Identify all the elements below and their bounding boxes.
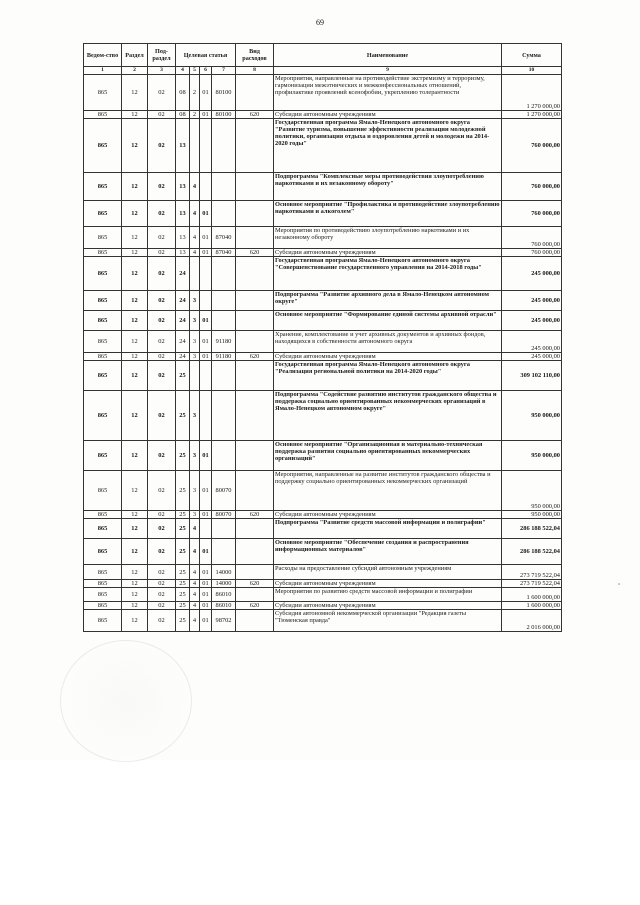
cell-razdel: 12 bbox=[122, 119, 148, 173]
cell-vedomstvo: 865 bbox=[84, 173, 122, 201]
cell-main-event bbox=[200, 361, 212, 391]
table-row bbox=[84, 75, 562, 111]
cell-program: 25 bbox=[176, 565, 190, 580]
column-number: 3 bbox=[148, 67, 176, 75]
cell-main-event: 01 bbox=[200, 353, 212, 361]
table-row bbox=[84, 391, 562, 441]
cell-naimenovanie: Мероприятия по развитию средств массовой информации и полиграфии bbox=[274, 588, 502, 602]
cell-vid-raskhodov: 620 bbox=[236, 249, 274, 257]
header-podrazdel: Под-раздел bbox=[148, 44, 176, 67]
cell-naimenovanie: Субсидии автономным учреждениям bbox=[274, 249, 502, 257]
cell-main-event: 01 bbox=[200, 580, 212, 588]
table-row bbox=[84, 353, 562, 361]
cell-podrazdel: 02 bbox=[148, 602, 176, 610]
cell-main-event: 01 bbox=[200, 441, 212, 471]
header-razdel: Раздел bbox=[122, 44, 148, 67]
cell-vedomstvo: 865 bbox=[84, 539, 122, 565]
cell-vedomstvo: 865 bbox=[84, 311, 122, 331]
cell-summa: 286 188 522,04 bbox=[502, 539, 562, 565]
cell-vedomstvo: 865 bbox=[84, 519, 122, 539]
cell-summa: 760 000,00 bbox=[502, 249, 562, 257]
cell-direction: 86010 bbox=[212, 588, 236, 602]
cell-program: 08 bbox=[176, 111, 190, 119]
cell-summa: 760 000,00 bbox=[502, 173, 562, 201]
cell-program: 24 bbox=[176, 257, 190, 291]
cell-summa: 950 000,00 bbox=[502, 471, 562, 511]
cell-direction bbox=[212, 291, 236, 311]
budget-table bbox=[83, 43, 562, 632]
cell-direction bbox=[212, 539, 236, 565]
table-row bbox=[84, 511, 562, 519]
cell-naimenovanie: Субсидии автономным учреждениям bbox=[274, 602, 502, 610]
cell-podrazdel: 02 bbox=[148, 201, 176, 227]
cell-summa: 245 000,00 bbox=[502, 291, 562, 311]
cell-subprogram: 2 bbox=[190, 111, 200, 119]
cell-vid-raskhodov bbox=[236, 565, 274, 580]
cell-summa: 245 000,00 bbox=[502, 331, 562, 353]
cell-razdel: 12 bbox=[122, 227, 148, 249]
cell-razdel: 12 bbox=[122, 353, 148, 361]
cell-subprogram: 4 bbox=[190, 610, 200, 632]
cell-summa: 950 000,00 bbox=[502, 391, 562, 441]
cell-main-event bbox=[200, 119, 212, 173]
cell-vid-raskhodov bbox=[236, 119, 274, 173]
cell-vid-raskhodov bbox=[236, 291, 274, 311]
cell-program: 25 bbox=[176, 391, 190, 441]
cell-subprogram: 3 bbox=[190, 441, 200, 471]
cell-direction bbox=[212, 441, 236, 471]
cell-naimenovanie: Подпрограмма "Комплексные меры противодействия злоупотреблению наркотиками и их незаконному обороту" bbox=[274, 173, 502, 201]
cell-subprogram: 3 bbox=[190, 471, 200, 511]
cell-podrazdel: 02 bbox=[148, 257, 176, 291]
cell-program: 13 bbox=[176, 249, 190, 257]
cell-razdel: 12 bbox=[122, 361, 148, 391]
cell-summa: 1 270 000,00 bbox=[502, 75, 562, 111]
column-number: 1 bbox=[84, 67, 122, 75]
cell-naimenovanie: Субсидии автономным учреждениям bbox=[274, 353, 502, 361]
cell-subprogram: 3 bbox=[190, 353, 200, 361]
table-row bbox=[84, 610, 562, 632]
cell-vid-raskhodov bbox=[236, 471, 274, 511]
table-row bbox=[84, 441, 562, 471]
cell-vid-raskhodov bbox=[236, 610, 274, 632]
cell-direction: 86010 bbox=[212, 602, 236, 610]
cell-summa: 286 188 522,04 bbox=[502, 519, 562, 539]
column-number: 4 bbox=[176, 67, 190, 75]
cell-razdel: 12 bbox=[122, 249, 148, 257]
cell-program: 25 bbox=[176, 588, 190, 602]
cell-program: 13 bbox=[176, 119, 190, 173]
cell-vedomstvo: 865 bbox=[84, 111, 122, 119]
cell-razdel: 12 bbox=[122, 257, 148, 291]
table-row bbox=[84, 227, 562, 249]
cell-subprogram: 4 bbox=[190, 201, 200, 227]
cell-direction: 98702 bbox=[212, 610, 236, 632]
header-naimenovanie: Наименование bbox=[274, 44, 502, 67]
cell-subprogram: 4 bbox=[190, 580, 200, 588]
column-number: 7 bbox=[212, 67, 236, 75]
cell-summa: 309 102 110,00 bbox=[502, 361, 562, 391]
cell-subprogram: 4 bbox=[190, 588, 200, 602]
cell-subprogram: 3 bbox=[190, 291, 200, 311]
cell-naimenovanie: Мероприятия по противодействию злоупотреблению наркотиками и их незаконному обороту bbox=[274, 227, 502, 249]
cell-summa: 273 719 522,04 bbox=[502, 580, 562, 588]
cell-vedomstvo: 865 bbox=[84, 580, 122, 588]
cell-razdel: 12 bbox=[122, 201, 148, 227]
cell-program: 25 bbox=[176, 580, 190, 588]
cell-podrazdel: 02 bbox=[148, 580, 176, 588]
column-number: 8 bbox=[236, 67, 274, 75]
table-row bbox=[84, 588, 562, 602]
cell-direction: 91180 bbox=[212, 353, 236, 361]
cell-razdel: 12 bbox=[122, 471, 148, 511]
cell-vid-raskhodov: 620 bbox=[236, 511, 274, 519]
cell-vid-raskhodov bbox=[236, 201, 274, 227]
column-number: 10 bbox=[502, 67, 562, 75]
cell-vedomstvo: 865 bbox=[84, 610, 122, 632]
cell-subprogram: 3 bbox=[190, 331, 200, 353]
cell-main-event: 01 bbox=[200, 227, 212, 249]
table-row bbox=[84, 257, 562, 291]
cell-summa: 2 016 000,00 bbox=[502, 610, 562, 632]
cell-direction bbox=[212, 391, 236, 441]
cell-program: 24 bbox=[176, 353, 190, 361]
table-row bbox=[84, 580, 562, 588]
column-number: 2 bbox=[122, 67, 148, 75]
cell-direction: 80100 bbox=[212, 111, 236, 119]
cell-summa: 760 000,00 bbox=[502, 119, 562, 173]
cell-vedomstvo: 865 bbox=[84, 119, 122, 173]
column-number: 6 bbox=[200, 67, 212, 75]
cell-program: 08 bbox=[176, 75, 190, 111]
cell-program: 25 bbox=[176, 519, 190, 539]
cell-podrazdel: 02 bbox=[148, 311, 176, 331]
cell-summa: 1 600 000,00 bbox=[502, 588, 562, 602]
cell-direction bbox=[212, 361, 236, 391]
table-row bbox=[84, 539, 562, 565]
cell-vid-raskhodov bbox=[236, 391, 274, 441]
cell-podrazdel: 02 bbox=[148, 173, 176, 201]
cell-direction bbox=[212, 311, 236, 331]
cell-vedomstvo: 865 bbox=[84, 471, 122, 511]
cell-razdel: 12 bbox=[122, 311, 148, 331]
cell-program: 25 bbox=[176, 471, 190, 511]
cell-vedomstvo: 865 bbox=[84, 291, 122, 311]
cell-razdel: 12 bbox=[122, 580, 148, 588]
cell-razdel: 12 bbox=[122, 75, 148, 111]
cell-main-event: 01 bbox=[200, 610, 212, 632]
cell-direction bbox=[212, 173, 236, 201]
cell-podrazdel: 02 bbox=[148, 111, 176, 119]
cell-program: 13 bbox=[176, 227, 190, 249]
cell-summa: 245 000,00 bbox=[502, 257, 562, 291]
cell-program: 24 bbox=[176, 291, 190, 311]
cell-program: 25 bbox=[176, 610, 190, 632]
cell-naimenovanie: Субсидии автономным учреждениям bbox=[274, 111, 502, 119]
cell-razdel: 12 bbox=[122, 391, 148, 441]
cell-vedomstvo: 865 bbox=[84, 391, 122, 441]
cell-subprogram bbox=[190, 119, 200, 173]
cell-summa: 273 719 522,04 bbox=[502, 565, 562, 580]
cell-vid-raskhodov bbox=[236, 75, 274, 111]
cell-vid-raskhodov bbox=[236, 361, 274, 391]
cell-naimenovanie: Основное мероприятие "Формирование единой системы архивной отрасли" bbox=[274, 311, 502, 331]
cell-vedomstvo: 865 bbox=[84, 602, 122, 610]
cell-program: 24 bbox=[176, 331, 190, 353]
column-number: 5 bbox=[190, 67, 200, 75]
cell-naimenovanie: Субсидии автономным учреждениям bbox=[274, 580, 502, 588]
cell-program: 25 bbox=[176, 539, 190, 565]
header-summa: Сумма bbox=[502, 44, 562, 67]
cell-subprogram: 2 bbox=[190, 75, 200, 111]
cell-summa: 1 600 000,00 bbox=[502, 602, 562, 610]
cell-naimenovanie: Государственная программа Ямало-Ненецкого автономного округа "Реализация региональной политики на 2014-2020 годы" bbox=[274, 361, 502, 391]
cell-podrazdel: 02 bbox=[148, 519, 176, 539]
cell-summa: 950 000,00 bbox=[502, 441, 562, 471]
table-row bbox=[84, 249, 562, 257]
cell-main-event: 01 bbox=[200, 588, 212, 602]
cell-razdel: 12 bbox=[122, 173, 148, 201]
cell-naimenovanie: Мероприятия, направленные на противодействие экстремизму и терроризму, гармонизации межэтнических и межконфессиональных отношений, профилактике проявлений ксенофобии, укреплению толерантности bbox=[274, 75, 502, 111]
cell-summa: 950 000,00 bbox=[502, 511, 562, 519]
cell-subprogram: 4 bbox=[190, 249, 200, 257]
cell-naimenovanie: Основное мероприятие "Профилактика и противодействие злоупотреблению наркотиками и алкоголем" bbox=[274, 201, 502, 227]
cell-razdel: 12 bbox=[122, 588, 148, 602]
cell-vid-raskhodov bbox=[236, 331, 274, 353]
table-row bbox=[84, 331, 562, 353]
cell-naimenovanie: Основное мероприятие "Обеспечение создания и распространения информационных материалов" bbox=[274, 539, 502, 565]
cell-main-event: 01 bbox=[200, 111, 212, 119]
cell-razdel: 12 bbox=[122, 610, 148, 632]
table-row bbox=[84, 111, 562, 119]
cell-naimenovanie: Подпрограмма "Развитие средств массовой информации и полиграфии" bbox=[274, 519, 502, 539]
cell-main-event bbox=[200, 257, 212, 291]
cell-program: 13 bbox=[176, 201, 190, 227]
cell-direction bbox=[212, 201, 236, 227]
cell-vid-raskhodov bbox=[236, 257, 274, 291]
cell-naimenovanie: Субсидии автономным учреждениям bbox=[274, 511, 502, 519]
cell-naimenovanie: Подпрограмма "Содействие развитию институтов гражданского общества и поддержка социально ориентированных некоммерческих организаций в Ямало-Ненецком автономном округе" bbox=[274, 391, 502, 441]
cell-razdel: 12 bbox=[122, 602, 148, 610]
page-lower-margin bbox=[0, 760, 640, 905]
cell-podrazdel: 02 bbox=[148, 361, 176, 391]
cell-vedomstvo: 865 bbox=[84, 331, 122, 353]
table-row bbox=[84, 291, 562, 311]
cell-vid-raskhodov bbox=[236, 227, 274, 249]
cell-subprogram bbox=[190, 361, 200, 391]
cell-subprogram: 4 bbox=[190, 519, 200, 539]
cell-naimenovanie: Основное мероприятие "Организационная и материально-техническая поддержка развития социально ориентированных некоммерческих организаций" bbox=[274, 441, 502, 471]
cell-razdel: 12 bbox=[122, 565, 148, 580]
cell-podrazdel: 02 bbox=[148, 227, 176, 249]
cell-podrazdel: 02 bbox=[148, 588, 176, 602]
cell-summa: 1 270 000,00 bbox=[502, 111, 562, 119]
cell-vid-raskhodov: 620 bbox=[236, 111, 274, 119]
cell-direction bbox=[212, 119, 236, 173]
cell-program: 25 bbox=[176, 361, 190, 391]
cell-program: 24 bbox=[176, 311, 190, 331]
cell-razdel: 12 bbox=[122, 511, 148, 519]
cell-main-event bbox=[200, 173, 212, 201]
cell-vedomstvo: 865 bbox=[84, 75, 122, 111]
table-row bbox=[84, 519, 562, 539]
cell-subprogram: 3 bbox=[190, 511, 200, 519]
cell-vid-raskhodov bbox=[236, 173, 274, 201]
cell-podrazdel: 02 bbox=[148, 291, 176, 311]
cell-podrazdel: 02 bbox=[148, 331, 176, 353]
cell-vid-raskhodov bbox=[236, 441, 274, 471]
cell-program: 25 bbox=[176, 602, 190, 610]
cell-main-event: 01 bbox=[200, 471, 212, 511]
cell-naimenovanie: Мероприятия, направленные на развитие институтов гражданского общества и поддержку социально ориентированных некоммерческих организаций bbox=[274, 471, 502, 511]
cell-razdel: 12 bbox=[122, 539, 148, 565]
cell-podrazdel: 02 bbox=[148, 391, 176, 441]
cell-vid-raskhodov: 620 bbox=[236, 580, 274, 588]
cell-vid-raskhodov bbox=[236, 519, 274, 539]
cell-vedomstvo: 865 bbox=[84, 511, 122, 519]
cell-program: 13 bbox=[176, 173, 190, 201]
cell-vedomstvo: 865 bbox=[84, 565, 122, 580]
cell-direction: 14000 bbox=[212, 580, 236, 588]
cell-main-event: 01 bbox=[200, 539, 212, 565]
table-row bbox=[84, 565, 562, 580]
cell-main-event: 01 bbox=[200, 201, 212, 227]
cell-vid-raskhodov bbox=[236, 311, 274, 331]
cell-vedomstvo: 865 bbox=[84, 361, 122, 391]
cell-subprogram: 4 bbox=[190, 565, 200, 580]
cell-podrazdel: 02 bbox=[148, 471, 176, 511]
cell-direction bbox=[212, 519, 236, 539]
page-number: 69 bbox=[316, 18, 324, 27]
cell-program: 25 bbox=[176, 441, 190, 471]
cell-podrazdel: 02 bbox=[148, 511, 176, 519]
table-row bbox=[84, 471, 562, 511]
cell-razdel: 12 bbox=[122, 331, 148, 353]
cell-podrazdel: 02 bbox=[148, 75, 176, 111]
table-row bbox=[84, 173, 562, 201]
cell-vid-raskhodov: 620 bbox=[236, 602, 274, 610]
cell-subprogram: 4 bbox=[190, 173, 200, 201]
cell-vedomstvo: 865 bbox=[84, 441, 122, 471]
cell-summa: 760 000,00 bbox=[502, 227, 562, 249]
cell-razdel: 12 bbox=[122, 441, 148, 471]
cell-main-event: 01 bbox=[200, 75, 212, 111]
cell-subprogram: 4 bbox=[190, 539, 200, 565]
cell-vedomstvo: 865 bbox=[84, 257, 122, 291]
cell-naimenovanie: Государственная программа Ямало-Ненецкого автономного округа "Развитие туризма, повышение эффективности реализации молодежной политики, организация отдыха и оздоровления детей и молодежи на 2014-2020 годы" bbox=[274, 119, 502, 173]
margin-mark: ° bbox=[618, 583, 621, 589]
cell-direction: 80100 bbox=[212, 75, 236, 111]
cell-main-event: 01 bbox=[200, 311, 212, 331]
header-tselevaya-statya: Целевая статья bbox=[176, 44, 236, 67]
table-row bbox=[84, 602, 562, 610]
column-number: 9 bbox=[274, 67, 502, 75]
cell-main-event bbox=[200, 519, 212, 539]
cell-main-event: 01 bbox=[200, 602, 212, 610]
cell-direction: 14000 bbox=[212, 565, 236, 580]
table-row bbox=[84, 119, 562, 173]
column-number-row bbox=[84, 67, 562, 75]
header-vedomstvo: Ведом-ство bbox=[84, 44, 122, 67]
table-row bbox=[84, 361, 562, 391]
cell-main-event: 01 bbox=[200, 565, 212, 580]
cell-podrazdel: 02 bbox=[148, 353, 176, 361]
cell-vedomstvo: 865 bbox=[84, 227, 122, 249]
cell-direction: 80070 bbox=[212, 511, 236, 519]
cell-subprogram: 4 bbox=[190, 227, 200, 249]
cell-naimenovanie: Расходы на предоставление субсидий автономным учреждениям bbox=[274, 565, 502, 580]
cell-naimenovanie: Подпрограмма "Развитие архивного дела в Ямало-Ненецком автономном округе" bbox=[274, 291, 502, 311]
cell-direction: 91180 bbox=[212, 331, 236, 353]
cell-direction: 87040 bbox=[212, 227, 236, 249]
cell-vid-raskhodov bbox=[236, 588, 274, 602]
cell-direction: 87040 bbox=[212, 249, 236, 257]
cell-podrazdel: 02 bbox=[148, 249, 176, 257]
cell-podrazdel: 02 bbox=[148, 610, 176, 632]
cell-vedomstvo: 865 bbox=[84, 353, 122, 361]
cell-summa: 245 000,00 bbox=[502, 311, 562, 331]
cell-main-event: 01 bbox=[200, 249, 212, 257]
cell-program: 25 bbox=[176, 511, 190, 519]
header-vid-raskhodov: Вид расходов bbox=[236, 44, 274, 67]
cell-podrazdel: 02 bbox=[148, 565, 176, 580]
cell-subprogram: 3 bbox=[190, 311, 200, 331]
cell-naimenovanie: Государственная программа Ямало-Ненецкого автономного округа "Совершенствование государственного управления на 2014-2018 годы" bbox=[274, 257, 502, 291]
cell-main-event bbox=[200, 291, 212, 311]
cell-main-event bbox=[200, 391, 212, 441]
cell-main-event: 01 bbox=[200, 331, 212, 353]
cell-naimenovanie: Хранение, комплектование и учет архивных документов и архивных фондов, находящихся в собственности автономного округа bbox=[274, 331, 502, 353]
cell-podrazdel: 02 bbox=[148, 441, 176, 471]
cell-summa: 245 000,00 bbox=[502, 353, 562, 361]
cell-razdel: 12 bbox=[122, 291, 148, 311]
faded-stamp bbox=[60, 640, 192, 762]
cell-podrazdel: 02 bbox=[148, 539, 176, 565]
cell-razdel: 12 bbox=[122, 111, 148, 119]
cell-subprogram bbox=[190, 257, 200, 291]
table-row bbox=[84, 311, 562, 331]
cell-direction bbox=[212, 257, 236, 291]
cell-vedomstvo: 865 bbox=[84, 249, 122, 257]
cell-podrazdel: 02 bbox=[148, 119, 176, 173]
cell-main-event: 01 bbox=[200, 511, 212, 519]
table-row bbox=[84, 201, 562, 227]
cell-vid-raskhodov bbox=[236, 539, 274, 565]
cell-naimenovanie: Субсидия автономной некоммерческой организации "Редакция газеты "Тюменская правда" bbox=[274, 610, 502, 632]
cell-summa: 760 000,00 bbox=[502, 201, 562, 227]
cell-subprogram: 3 bbox=[190, 391, 200, 441]
cell-razdel: 12 bbox=[122, 519, 148, 539]
cell-direction: 80070 bbox=[212, 471, 236, 511]
cell-vedomstvo: 865 bbox=[84, 588, 122, 602]
cell-subprogram: 4 bbox=[190, 602, 200, 610]
cell-vid-raskhodov: 620 bbox=[236, 353, 274, 361]
header-row bbox=[84, 44, 562, 67]
cell-vedomstvo: 865 bbox=[84, 201, 122, 227]
